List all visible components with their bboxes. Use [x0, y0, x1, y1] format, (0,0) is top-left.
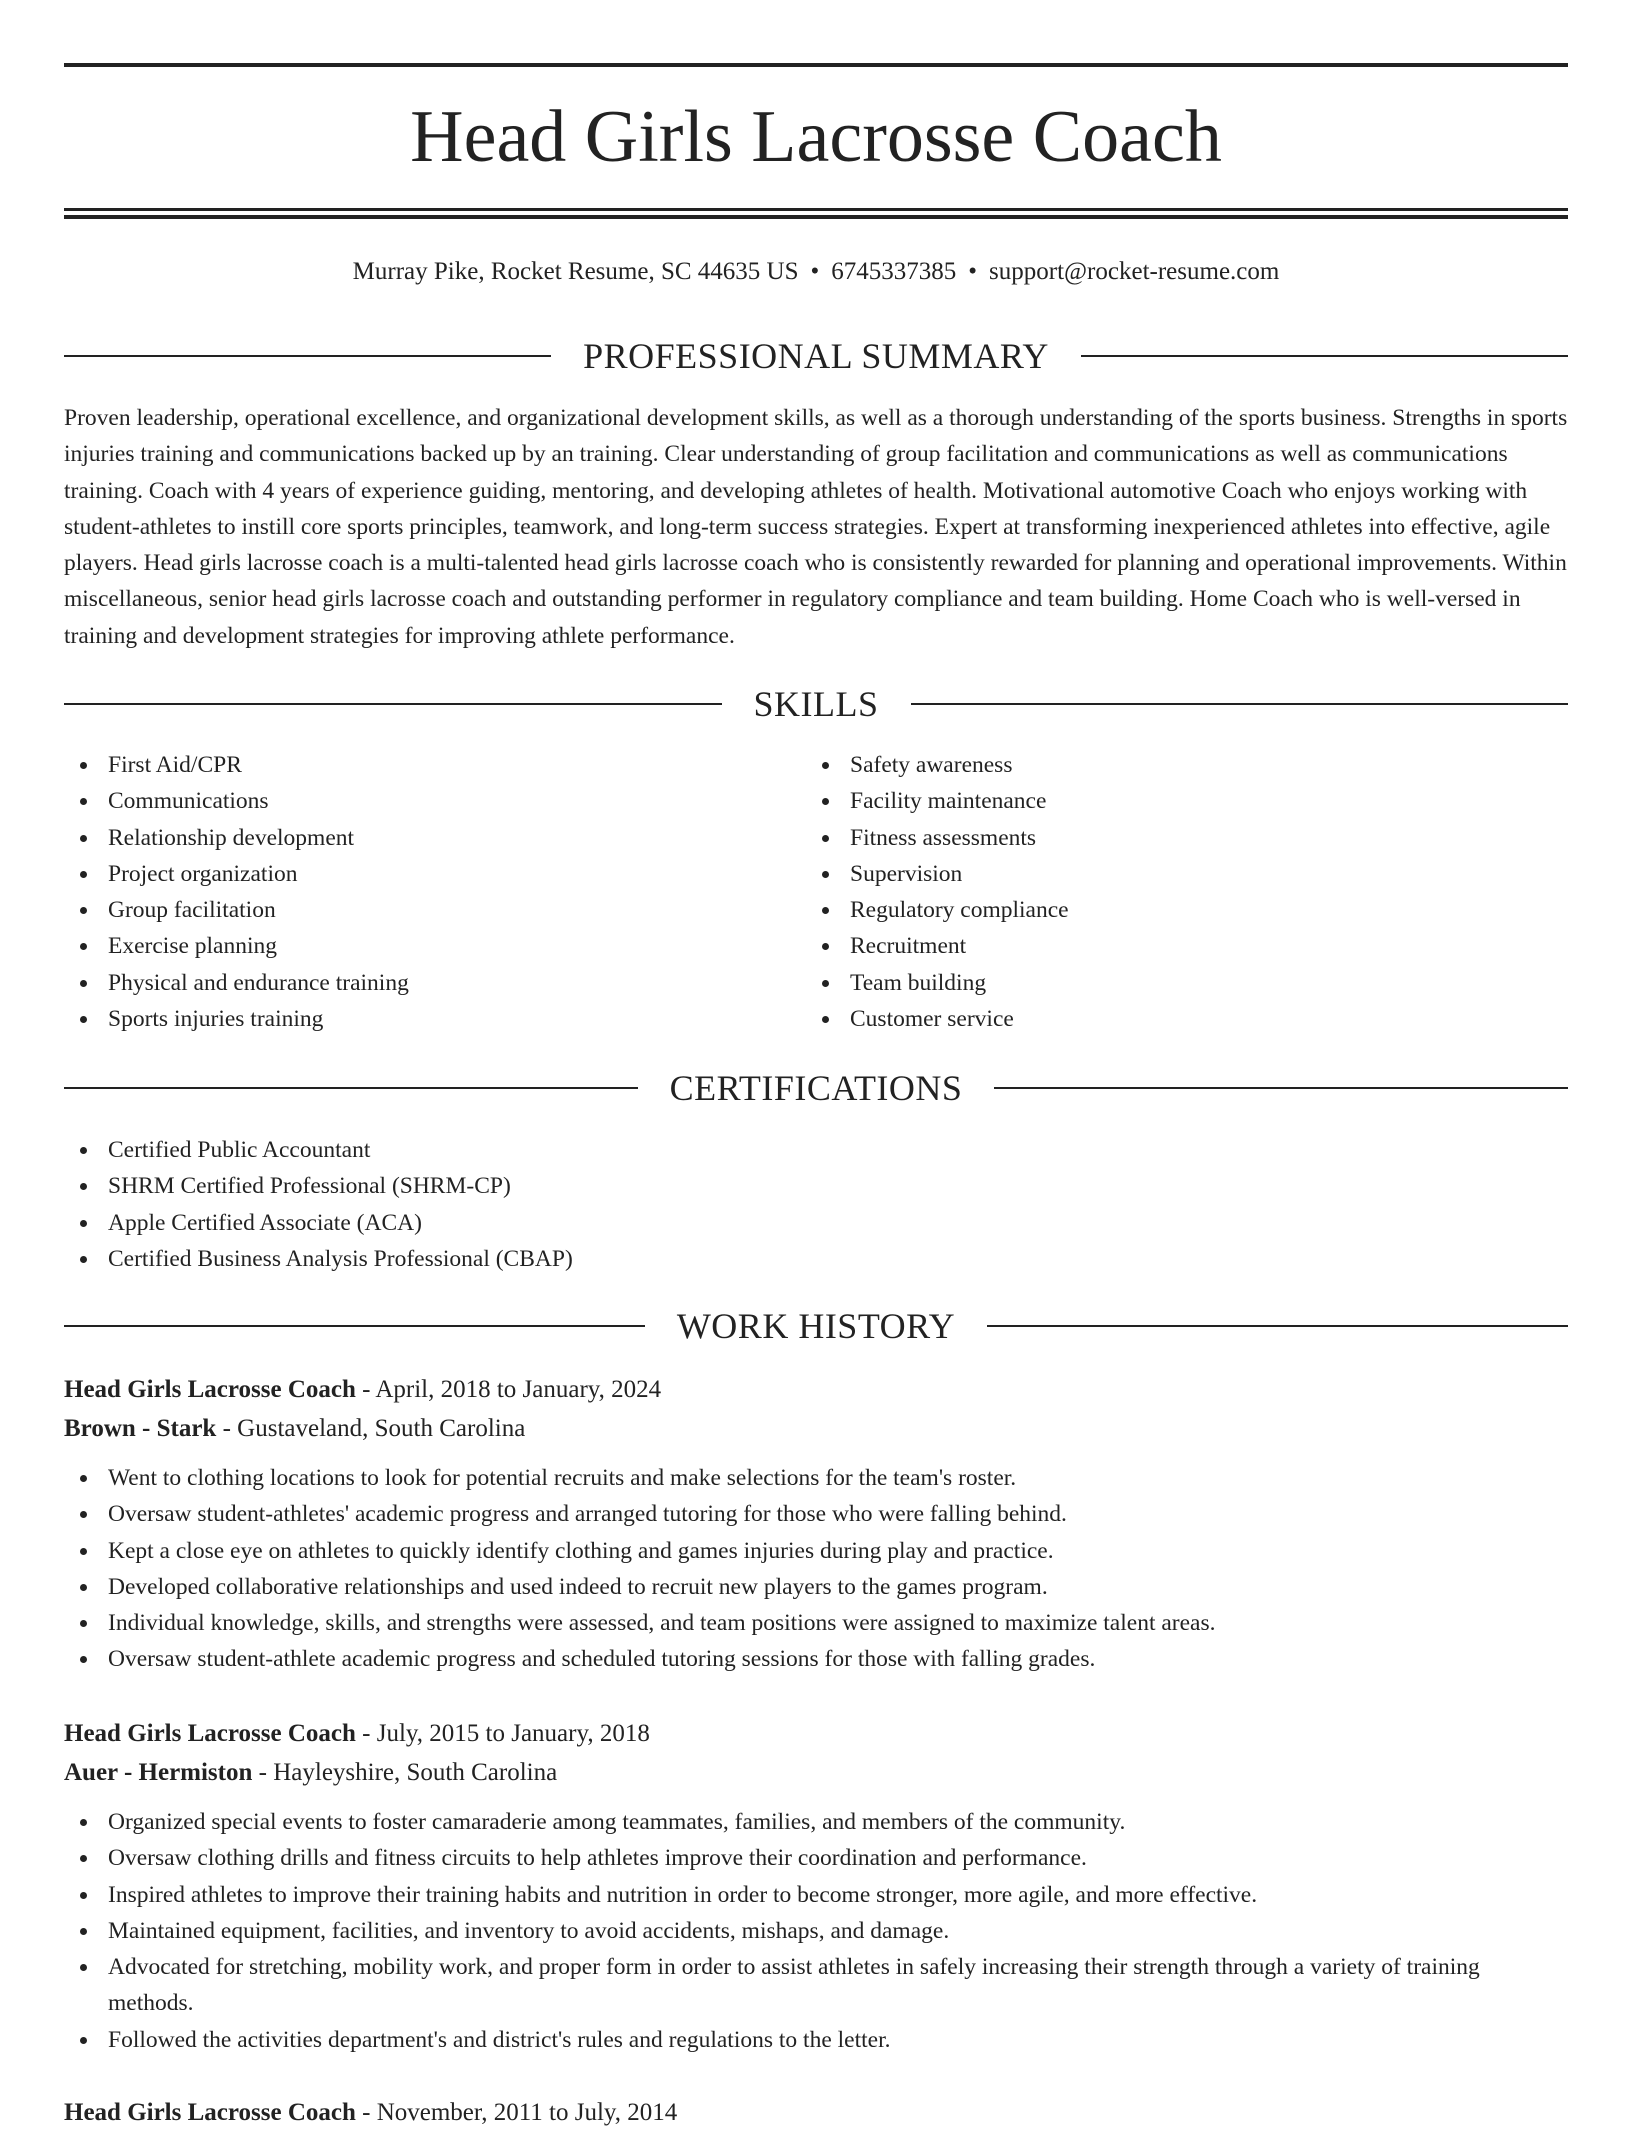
- section-title-certifications: CERTIFICATIONS: [669, 1068, 963, 1108]
- section-title-summary: PROFESSIONAL SUMMARY: [583, 336, 1049, 376]
- skill-item: First Aid/CPR: [64, 747, 804, 783]
- contact-email: support@rocket-resume.com: [989, 258, 1280, 285]
- job-duties-list: [64, 1804, 1568, 2058]
- job-duty-item: Oversaw student-athletes' academic progress and arranged tutoring for those who were falling behind.: [64, 1496, 1568, 1532]
- section-rule-left: [64, 1325, 645, 1327]
- job-title: Head Girls Lacrosse Coach: [64, 2099, 356, 2126]
- job-company: Brown - Stark: [64, 1415, 217, 1442]
- job-duty-item: Advocated for stretching, mobility work, and proper form in order to assist athletes in safely increasing their strength through a variety of training methods.: [64, 1949, 1568, 2022]
- skill-item: Regulatory compliance: [806, 892, 1546, 928]
- skill-item: Customer service: [806, 1001, 1546, 1037]
- skills-list-left: [64, 747, 804, 1037]
- skill-item: Recruitment: [806, 928, 1546, 964]
- certification-item: Certified Public Accountant: [64, 1132, 1568, 1168]
- job-role-line: [64, 2093, 1568, 2132]
- skill-item: Relationship development: [64, 820, 804, 856]
- job-dates: - April, 2018 to January, 2024: [355, 1376, 662, 1403]
- contact-phone: 6745337385: [831, 258, 957, 285]
- certifications-section-header: [64, 1068, 1568, 1108]
- job-company: Auer - Hermiston: [64, 1759, 253, 1786]
- header-double-rule-lower: [64, 215, 1568, 219]
- certification-item: SHRM Certified Professional (SHRM-CP): [64, 1168, 1568, 1204]
- skills-section-header: [64, 684, 1568, 724]
- job-company-line: [64, 1409, 1568, 1448]
- job-duty-item: Kept a close eye on athletes to quickly identify clothing and games injuries during play and practice.: [64, 1533, 1568, 1569]
- job-duty-item: Developed collaborative relationships and used indeed to recruit new players to the games program.: [64, 1569, 1568, 1605]
- skill-item: Facility maintenance: [806, 783, 1546, 819]
- skill-item: Communications: [64, 783, 804, 819]
- section-rule-right: [1081, 355, 1568, 357]
- summary-section-header: [64, 336, 1568, 376]
- job-duty-item: Maintained equipment, facilities, and inventory to avoid accidents, mishaps, and damage.: [64, 1913, 1568, 1949]
- skill-item: Project organization: [64, 856, 804, 892]
- section-rule-right: [911, 703, 1569, 705]
- job-duty-item: Oversaw clothing drills and fitness circuits to help athletes improve their coordination and performance.: [64, 1840, 1568, 1876]
- skill-item: Team building: [806, 965, 1546, 1001]
- contact-line: [64, 255, 1568, 289]
- job-duty-item: Organized special events to foster camaraderie among teammates, families, and members of the community.: [64, 1804, 1568, 1840]
- job-duties-list: [64, 1460, 1568, 1678]
- section-rule-left: [64, 703, 722, 705]
- skill-item: Sports injuries training: [64, 1001, 804, 1037]
- job-title: Head Girls Lacrosse Coach: [64, 1376, 356, 1403]
- certification-item: Apple Certified Associate (ACA): [64, 1205, 1568, 1241]
- work-history-section-header: [64, 1306, 1568, 1346]
- job-entry: [64, 2093, 1568, 2132]
- job-dates: - July, 2015 to January, 2018: [355, 1720, 650, 1747]
- skill-item: Exercise planning: [64, 928, 804, 964]
- job-duty-item: Followed the activities department's and district's rules and regulations to the letter.: [64, 2022, 1568, 2058]
- skill-item: Safety awareness: [806, 747, 1546, 783]
- section-title-work-history: WORK HISTORY: [676, 1306, 956, 1346]
- resume-name: Head Girls Lacrosse Coach: [410, 96, 1222, 178]
- job-location: - Hayleyshire, South Carolina: [252, 1759, 558, 1786]
- job-entry: [64, 1370, 1568, 1678]
- job-duty-item: Inspired athletes to improve their training habits and nutrition in order to become stronger, more agile, and more effective.: [64, 1877, 1568, 1913]
- skill-item: Physical and endurance training: [64, 965, 804, 1001]
- job-title: Head Girls Lacrosse Coach: [64, 1720, 356, 1747]
- contact-address: Murray Pike, Rocket Resume, SC 44635 US: [352, 258, 799, 285]
- contact-separator: •: [810, 258, 820, 285]
- job-dates: - November, 2011 to July, 2014: [355, 2099, 678, 2126]
- job-duty-item: Went to clothing locations to look for potential recruits and make selections for the team's roster.: [64, 1460, 1568, 1496]
- job-duty-item: Oversaw student-athlete academic progress and scheduled tutoring sessions for those with falling grades.: [64, 1641, 1568, 1677]
- section-title-skills: SKILLS: [753, 684, 879, 724]
- job-entry: [64, 1714, 1568, 2058]
- certification-item: Certified Business Analysis Professional (CBAP): [64, 1241, 1568, 1277]
- job-company-line: [64, 1753, 1568, 1792]
- skill-item: Group facilitation: [64, 892, 804, 928]
- skill-item: Fitness assessments: [806, 820, 1546, 856]
- contact-separator: •: [968, 258, 978, 285]
- skills-list-right: [806, 747, 1546, 1037]
- section-rule-right: [994, 1087, 1568, 1089]
- job-location: - Gustaveland, South Carolina: [216, 1415, 526, 1442]
- section-rule-left: [64, 1087, 638, 1089]
- section-rule-left: [64, 355, 551, 357]
- job-role-line: [64, 1370, 1568, 1409]
- summary-text: Proven leadership, operational excellence, and organizational development skills, as well as a thorough understanding of the sports business. Strengths in sports injuries training and communications backed up by an training. Clear understanding of group facilitation and communications as well as communications training. Coach with 4 years of experience guiding, mentoring, and developing athletes of health. Motivational automotive Coach who enjoys working with student-athletes to instill core sports principles, teamwork, and long-term success strategies. Expert at transforming inexperienced athletes into effective, agile players. Head girls lacrosse coach is a multi-talented head girls lacrosse coach who is consistently rewarded for planning and operational improvements. Within miscellaneous, senior head girls lacrosse coach and outstanding performer in regulatory compliance and team building. Home Coach who is well-versed in training and development strategies for improving athlete performance.: [64, 405, 1568, 649]
- header-double-rule-upper: [64, 208, 1568, 211]
- skill-item: Supervision: [806, 856, 1546, 892]
- certifications-list: [64, 1132, 1568, 1277]
- section-rule-right: [987, 1325, 1568, 1327]
- header-top-rule: [64, 63, 1568, 67]
- job-duty-item: Individual knowledge, skills, and strengths were assessed, and team positions were assigned to maximize talent areas.: [64, 1605, 1568, 1641]
- job-role-line: [64, 1714, 1568, 1753]
